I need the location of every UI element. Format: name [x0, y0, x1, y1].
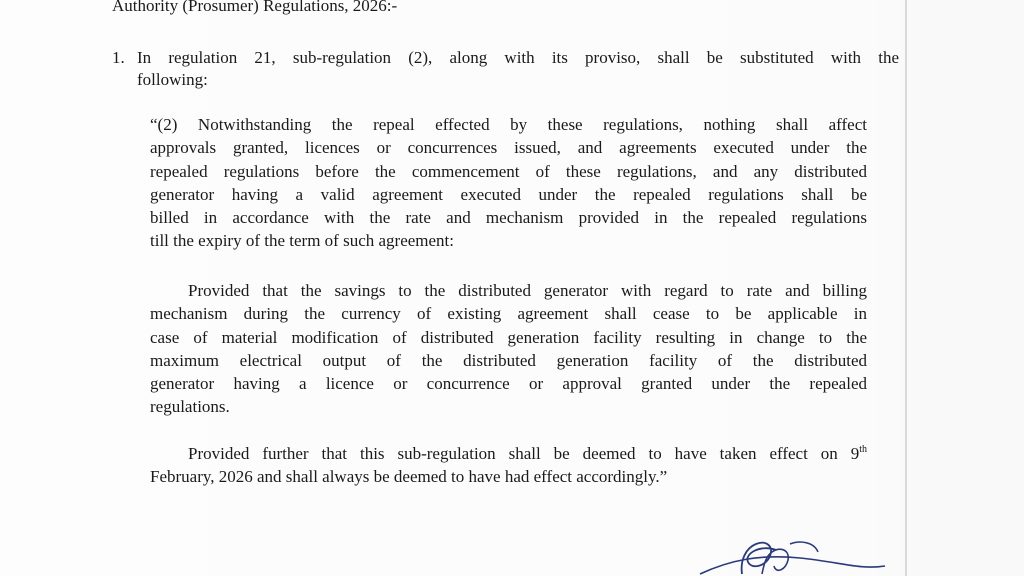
first-proviso	[150, 279, 867, 419]
paragraph-line: generator having a licence or concurrence or approval granted under the repealed	[150, 374, 867, 394]
paragraph-line	[150, 442, 867, 465]
item-text-line-2: following:	[137, 70, 208, 89]
paragraph-line: repealed regulations before the commencement of these regulations, and any distributed	[150, 161, 867, 181]
paragraph-line: regulations.	[150, 397, 230, 417]
paragraph-line: February, 2026 and shall always be deemed to have had effect accordingly.”	[150, 467, 668, 487]
item-number: 1.	[112, 48, 125, 67]
paragraph-line: “(2) Notwithstanding the repeal effected by these regulations, nothing shall affect	[150, 115, 867, 134]
substituted-sub-regulation	[150, 113, 867, 253]
paragraph-line: Provided that the savings to the distributed generator with regard to rate and billing	[188, 281, 867, 300]
paragraph-line: generator having a valid agreement executed under the repealed regulations shall be	[150, 184, 867, 204]
regulation-heading: Authority (Prosumer) Regulations, 2026:-	[112, 0, 398, 15]
paragraph-line: till the expiry of the term of such agreement:	[150, 231, 455, 251]
page-margin	[907, 0, 1024, 576]
paragraph-line: maximum electrical output of the distributed generation facility of the distributed	[150, 350, 867, 370]
paragraph-line: approvals granted, licences or concurrences issued, and agreements executed under the	[150, 138, 867, 158]
paragraph-line: case of material modification of distributed generation facility resulting in change to the	[150, 327, 867, 347]
ordinal-suffix: th	[859, 444, 867, 455]
page-edge	[905, 0, 907, 576]
item-text-line-1: In regulation 21, sub-regulation (2), along with its proviso, shall be substituted with the	[137, 48, 899, 67]
proviso-text: Provided further that this sub-regulation shall be deemed to have taken effect on 9	[188, 444, 860, 463]
paragraph-line: billed in accordance with the rate and mechanism provided in the repealed regulations	[150, 208, 867, 228]
second-proviso	[150, 442, 867, 489]
paragraph-line: mechanism during the currency of existing agreement shall cease to be applicable in	[150, 304, 867, 324]
signature-mark	[690, 530, 890, 576]
